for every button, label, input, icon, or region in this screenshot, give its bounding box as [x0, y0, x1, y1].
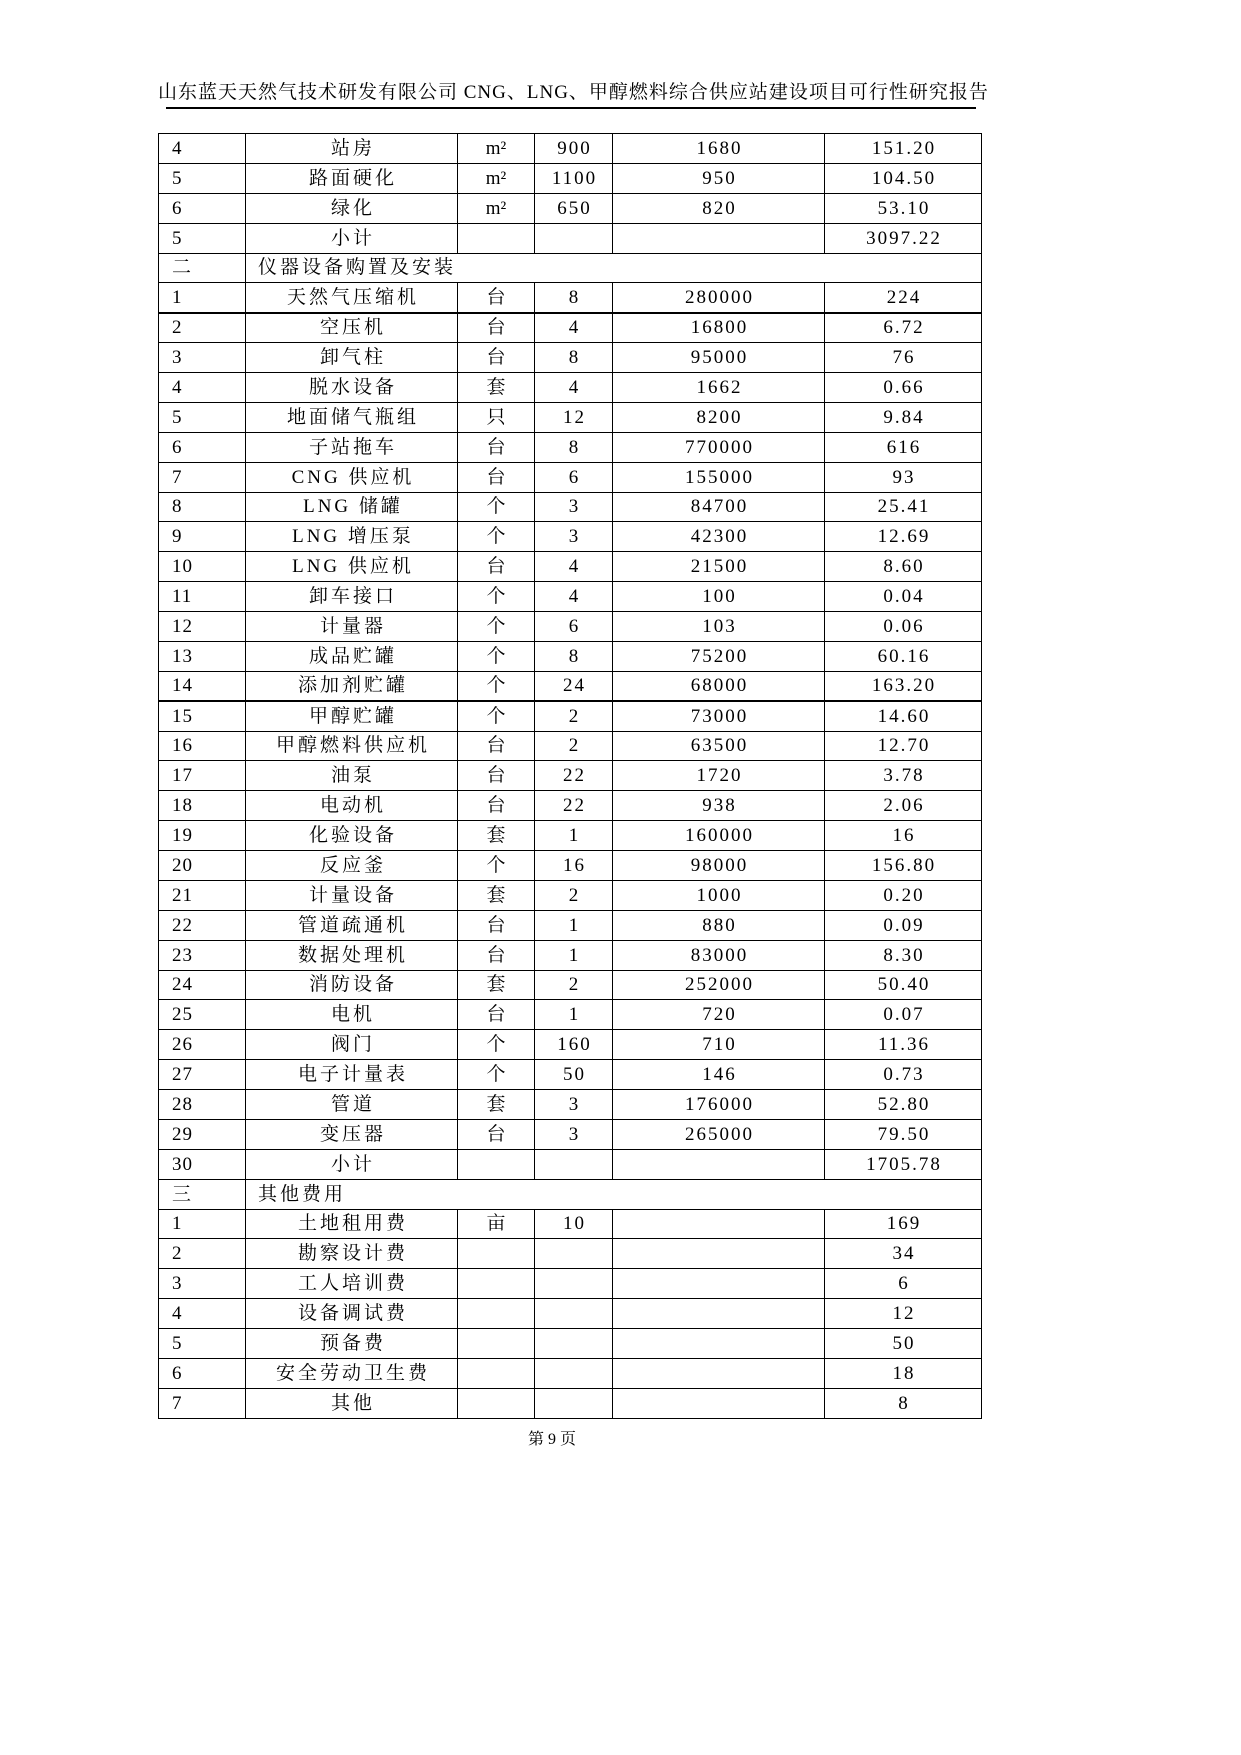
cell-item-name: 设备调试费	[246, 1299, 458, 1329]
cell-unit: 套	[458, 821, 535, 851]
cell-quantity: 2	[535, 701, 613, 731]
cell-unit-price: 75200	[613, 641, 825, 671]
cell-item-no: 17	[159, 761, 246, 791]
table-row	[159, 522, 982, 552]
cell-item-name: 反应釜	[246, 851, 458, 881]
cell-item-no: 19	[159, 821, 246, 851]
header-rule	[166, 107, 976, 109]
cell-unit-price: 938	[613, 791, 825, 821]
cell-item-name: LNG 增压泵	[246, 522, 458, 552]
cell-amount: 156.80	[825, 851, 982, 881]
cell-quantity: 4	[535, 373, 613, 403]
cell-item-no: 12	[159, 612, 246, 642]
cell-item-name: 土地租用费	[246, 1209, 458, 1239]
cell-item-no: 23	[159, 940, 246, 970]
cell-unit-price: 98000	[613, 851, 825, 881]
cell-item-name: 数据处理机	[246, 940, 458, 970]
cell-unit: 台	[458, 343, 535, 373]
cell-unit: 台	[458, 313, 535, 343]
cell-unit: 个	[458, 522, 535, 552]
cell-item-no: 21	[159, 880, 246, 910]
cell-item-no: 18	[159, 791, 246, 821]
cell-item-no: 6	[159, 432, 246, 462]
cell-amount: 53.10	[825, 193, 982, 223]
cell-unit: 个	[458, 671, 535, 701]
cell-item-name: 化验设备	[246, 821, 458, 851]
cell-unit-price	[613, 1388, 825, 1418]
cell-unit	[458, 1388, 535, 1418]
cell-unit	[458, 1149, 535, 1179]
cell-quantity: 3	[535, 1090, 613, 1120]
cell-amount: 0.04	[825, 582, 982, 612]
cell-item-no: 6	[159, 1358, 246, 1388]
cell-unit: 个	[458, 492, 535, 522]
cell-item-no: 4	[159, 373, 246, 403]
cell-unit: 个	[458, 1060, 535, 1090]
section-number: 三	[159, 1179, 246, 1209]
cell-unit-price: 155000	[613, 462, 825, 492]
cell-amount: 6.72	[825, 313, 982, 343]
table-row	[159, 343, 982, 373]
cell-item-no: 27	[159, 1060, 246, 1090]
cell-item-name: 甲醇贮罐	[246, 701, 458, 731]
cell-unit-price: 176000	[613, 1090, 825, 1120]
cell-quantity: 4	[535, 313, 613, 343]
document-header-title: 山东蓝天天然气技术研发有限公司 CNG、LNG、甲醇燃料综合供应站建设项目可行性研究报告	[158, 82, 989, 103]
cell-unit: 个	[458, 1030, 535, 1060]
cell-item-no: 10	[159, 552, 246, 582]
table-row	[159, 1060, 982, 1090]
table-row	[159, 402, 982, 432]
cell-unit-price	[613, 223, 825, 253]
cell-item-no: 1	[159, 283, 246, 313]
section-row	[159, 253, 982, 283]
cell-unit-price: 16800	[613, 313, 825, 343]
cell-unit: 台	[458, 910, 535, 940]
cell-amount: 0.20	[825, 880, 982, 910]
cell-quantity	[535, 1299, 613, 1329]
cell-unit-price: 1662	[613, 373, 825, 403]
cell-unit-price: 95000	[613, 343, 825, 373]
table-row	[159, 1239, 982, 1269]
cell-item-no: 5	[159, 163, 246, 193]
cell-unit-price: 265000	[613, 1119, 825, 1149]
cell-amount: 16	[825, 821, 982, 851]
table-row	[159, 701, 982, 731]
cell-quantity	[535, 1329, 613, 1359]
cell-item-no: 9	[159, 522, 246, 552]
cell-amount: 34	[825, 1239, 982, 1269]
cell-unit	[458, 1358, 535, 1388]
cell-unit-price: 63500	[613, 731, 825, 761]
cell-amount: 9.84	[825, 402, 982, 432]
cell-amount: 14.60	[825, 701, 982, 731]
cell-unit: 个	[458, 701, 535, 731]
cell-item-no: 5	[159, 223, 246, 253]
table-row	[159, 462, 982, 492]
cell-item-name: 安全劳动卫生费	[246, 1358, 458, 1388]
cell-amount: 8.60	[825, 552, 982, 582]
cell-quantity: 8	[535, 641, 613, 671]
table-row	[159, 641, 982, 671]
cell-unit	[458, 1269, 535, 1299]
cell-quantity: 1	[535, 821, 613, 851]
cell-item-name: 勘察设计费	[246, 1239, 458, 1269]
cell-amount: 0.73	[825, 1060, 982, 1090]
cell-amount: 60.16	[825, 641, 982, 671]
cell-amount: 11.36	[825, 1030, 982, 1060]
cell-item-no: 11	[159, 582, 246, 612]
cell-unit-price: 770000	[613, 432, 825, 462]
table-row	[159, 432, 982, 462]
cell-quantity: 2	[535, 731, 613, 761]
cell-unit-price: 880	[613, 910, 825, 940]
cell-item-name: 路面硬化	[246, 163, 458, 193]
table-row	[159, 193, 982, 223]
cell-item-no: 25	[159, 1000, 246, 1030]
cell-quantity	[535, 1388, 613, 1418]
cell-item-name: 成品贮罐	[246, 641, 458, 671]
cell-quantity: 8	[535, 283, 613, 313]
cell-quantity: 22	[535, 791, 613, 821]
cell-item-no: 4	[159, 134, 246, 164]
cell-item-name: 甲醇燃料供应机	[246, 731, 458, 761]
cell-quantity: 16	[535, 851, 613, 881]
table-row	[159, 1358, 982, 1388]
table-row	[159, 970, 982, 1000]
cell-unit: 套	[458, 1090, 535, 1120]
cell-unit-price: 252000	[613, 970, 825, 1000]
cell-unit: 个	[458, 582, 535, 612]
cell-amount: 3097.22	[825, 223, 982, 253]
cell-unit	[458, 1329, 535, 1359]
table-row	[159, 313, 982, 343]
cell-unit-price: 720	[613, 1000, 825, 1030]
cell-item-name: 工人培训费	[246, 1269, 458, 1299]
cell-unit-price	[613, 1239, 825, 1269]
cell-unit	[458, 1299, 535, 1329]
cell-item-name: 地面储气瓶组	[246, 402, 458, 432]
cell-item-name: 预备费	[246, 1329, 458, 1359]
cell-item-no: 2	[159, 1239, 246, 1269]
cell-item-no: 5	[159, 1329, 246, 1359]
cell-amount: 76	[825, 343, 982, 373]
cell-item-no: 29	[159, 1119, 246, 1149]
cell-quantity: 900	[535, 134, 613, 164]
section-title: 仪器设备购置及安装	[246, 253, 982, 283]
cell-quantity: 22	[535, 761, 613, 791]
cell-item-no: 14	[159, 671, 246, 701]
cell-unit-price: 160000	[613, 821, 825, 851]
cell-unit-price: 21500	[613, 552, 825, 582]
cell-item-name: 站房	[246, 134, 458, 164]
cell-unit-price: 1000	[613, 880, 825, 910]
cell-unit-price	[613, 1329, 825, 1359]
cell-item-no: 5	[159, 402, 246, 432]
table-row	[159, 1030, 982, 1060]
cell-item-no: 3	[159, 1269, 246, 1299]
cell-amount: 0.07	[825, 1000, 982, 1030]
cell-item-name: CNG 供应机	[246, 462, 458, 492]
cell-quantity: 1100	[535, 163, 613, 193]
cell-unit: 亩	[458, 1209, 535, 1239]
cell-item-name: LNG 储罐	[246, 492, 458, 522]
cell-unit-price: 68000	[613, 671, 825, 701]
cell-unit: 台	[458, 731, 535, 761]
cell-amount: 151.20	[825, 134, 982, 164]
cell-item-name: 其他	[246, 1388, 458, 1418]
cell-item-no: 13	[159, 641, 246, 671]
cell-unit: 套	[458, 373, 535, 403]
cell-quantity: 2	[535, 970, 613, 1000]
cell-quantity: 650	[535, 193, 613, 223]
cell-item-no: 7	[159, 462, 246, 492]
cell-item-name: 管道	[246, 1090, 458, 1120]
cell-amount: 104.50	[825, 163, 982, 193]
cell-item-name: 小计	[246, 223, 458, 253]
cell-quantity: 1	[535, 910, 613, 940]
cell-amount: 2.06	[825, 791, 982, 821]
cell-quantity	[535, 1149, 613, 1179]
cell-item-no: 15	[159, 701, 246, 731]
table-row	[159, 791, 982, 821]
cell-amount: 224	[825, 283, 982, 313]
cell-unit-price: 73000	[613, 701, 825, 731]
cell-item-name: 消防设备	[246, 970, 458, 1000]
cell-item-no: 30	[159, 1149, 246, 1179]
cell-amount: 163.20	[825, 671, 982, 701]
table-row	[159, 492, 982, 522]
cell-item-name: LNG 供应机	[246, 552, 458, 582]
table-row	[159, 880, 982, 910]
cell-item-name: 管道疏通机	[246, 910, 458, 940]
table-row	[159, 671, 982, 701]
cell-quantity: 3	[535, 492, 613, 522]
cell-quantity	[535, 1358, 613, 1388]
cell-unit: 台	[458, 432, 535, 462]
cell-item-name: 卸车接口	[246, 582, 458, 612]
cell-quantity: 4	[535, 552, 613, 582]
cell-unit: m²	[458, 163, 535, 193]
cell-item-no: 26	[159, 1030, 246, 1060]
section-row	[159, 1179, 982, 1209]
cell-amount: 25.41	[825, 492, 982, 522]
cell-unit-price: 103	[613, 612, 825, 642]
cell-unit: 台	[458, 1000, 535, 1030]
cell-amount: 12	[825, 1299, 982, 1329]
cell-item-name: 天然气压缩机	[246, 283, 458, 313]
table-row	[159, 910, 982, 940]
cell-item-name: 添加剂贮罐	[246, 671, 458, 701]
cell-amount: 18	[825, 1358, 982, 1388]
cell-unit-price: 280000	[613, 283, 825, 313]
cell-amount: 12.69	[825, 522, 982, 552]
cell-unit-price: 8200	[613, 402, 825, 432]
cell-item-name: 绿化	[246, 193, 458, 223]
cell-item-no: 22	[159, 910, 246, 940]
cell-unit: m²	[458, 193, 535, 223]
cell-unit: 台	[458, 791, 535, 821]
cell-item-no: 8	[159, 492, 246, 522]
table-body	[159, 134, 982, 1419]
cell-quantity: 3	[535, 522, 613, 552]
cell-item-name: 小计	[246, 1149, 458, 1179]
cell-unit	[458, 1239, 535, 1269]
cell-unit-price: 1680	[613, 134, 825, 164]
cell-unit-price: 100	[613, 582, 825, 612]
cell-amount: 0.06	[825, 612, 982, 642]
cell-item-name: 空压机	[246, 313, 458, 343]
table-row	[159, 940, 982, 970]
investment-cost-table	[158, 133, 982, 1419]
table-row	[159, 1299, 982, 1329]
cell-amount: 50	[825, 1329, 982, 1359]
cell-quantity: 24	[535, 671, 613, 701]
cell-item-name: 变压器	[246, 1119, 458, 1149]
cell-item-name: 阀门	[246, 1030, 458, 1060]
cell-item-name: 电子计量表	[246, 1060, 458, 1090]
table-row	[159, 163, 982, 193]
page-number: 第 9 页	[527, 1431, 576, 1448]
cell-amount: 6	[825, 1269, 982, 1299]
cell-unit: 个	[458, 851, 535, 881]
table-row	[159, 1269, 982, 1299]
table-row	[159, 1388, 982, 1418]
cell-item-name: 计量设备	[246, 880, 458, 910]
cell-unit: 台	[458, 761, 535, 791]
cell-item-name: 电动机	[246, 791, 458, 821]
table-row	[159, 223, 982, 253]
cell-quantity: 160	[535, 1030, 613, 1060]
cell-unit: 套	[458, 970, 535, 1000]
cell-unit-price: 1720	[613, 761, 825, 791]
cell-amount: 52.80	[825, 1090, 982, 1120]
cell-unit	[458, 223, 535, 253]
table-row	[159, 134, 982, 164]
table-row	[159, 1329, 982, 1359]
cell-unit: 台	[458, 940, 535, 970]
table-row	[159, 1090, 982, 1120]
table-row	[159, 761, 982, 791]
cell-item-no: 4	[159, 1299, 246, 1329]
table-row	[159, 851, 982, 881]
table-row	[159, 1209, 982, 1239]
cell-item-name: 卸气柱	[246, 343, 458, 373]
cell-unit: m²	[458, 134, 535, 164]
cell-item-no: 3	[159, 343, 246, 373]
cell-unit-price	[613, 1269, 825, 1299]
cell-unit: 个	[458, 612, 535, 642]
cell-item-name: 子站拖车	[246, 432, 458, 462]
cell-unit-price: 84700	[613, 492, 825, 522]
cell-unit-price	[613, 1358, 825, 1388]
cell-unit-price: 42300	[613, 522, 825, 552]
cell-unit: 个	[458, 641, 535, 671]
cell-quantity: 2	[535, 880, 613, 910]
cell-amount: 93	[825, 462, 982, 492]
cell-quantity: 1	[535, 940, 613, 970]
table-row	[159, 1119, 982, 1149]
cell-quantity: 1	[535, 1000, 613, 1030]
table-row	[159, 373, 982, 403]
cell-unit-price: 83000	[613, 940, 825, 970]
cell-amount: 12.70	[825, 731, 982, 761]
table-row	[159, 1149, 982, 1179]
cell-item-no: 16	[159, 731, 246, 761]
cell-quantity: 6	[535, 462, 613, 492]
cell-amount: 3.78	[825, 761, 982, 791]
cell-unit-price: 820	[613, 193, 825, 223]
cell-amount: 0.09	[825, 910, 982, 940]
cell-amount: 50.40	[825, 970, 982, 1000]
cell-amount: 616	[825, 432, 982, 462]
table-row	[159, 612, 982, 642]
cell-amount: 169	[825, 1209, 982, 1239]
cell-quantity: 4	[535, 582, 613, 612]
cell-amount: 0.66	[825, 373, 982, 403]
cell-quantity: 8	[535, 343, 613, 373]
cell-unit-price: 710	[613, 1030, 825, 1060]
section-title: 其他费用	[246, 1179, 982, 1209]
cell-item-no: 1	[159, 1209, 246, 1239]
cell-item-name: 计量器	[246, 612, 458, 642]
cell-unit-price	[613, 1149, 825, 1179]
table-row	[159, 1000, 982, 1030]
section-number: 二	[159, 253, 246, 283]
cell-item-no: 7	[159, 1388, 246, 1418]
cell-quantity: 3	[535, 1119, 613, 1149]
cell-unit-price: 146	[613, 1060, 825, 1090]
table-row	[159, 552, 982, 582]
cell-quantity: 12	[535, 402, 613, 432]
cell-item-no: 24	[159, 970, 246, 1000]
cell-unit-price: 950	[613, 163, 825, 193]
cell-unit: 台	[458, 552, 535, 582]
cell-amount: 8	[825, 1388, 982, 1418]
cell-item-no: 20	[159, 851, 246, 881]
cell-unit-price	[613, 1299, 825, 1329]
cell-quantity	[535, 1239, 613, 1269]
cell-unit: 套	[458, 880, 535, 910]
cell-unit: 台	[458, 1119, 535, 1149]
cell-quantity: 8	[535, 432, 613, 462]
cell-item-name: 电机	[246, 1000, 458, 1030]
cell-unit: 台	[458, 462, 535, 492]
cell-amount: 79.50	[825, 1119, 982, 1149]
table-row	[159, 283, 982, 313]
cell-amount: 8.30	[825, 940, 982, 970]
table-row	[159, 582, 982, 612]
cell-quantity: 6	[535, 612, 613, 642]
cell-item-no: 28	[159, 1090, 246, 1120]
cell-quantity: 50	[535, 1060, 613, 1090]
cell-item-no: 2	[159, 313, 246, 343]
table-row	[159, 731, 982, 761]
cell-unit: 台	[458, 283, 535, 313]
cell-amount: 1705.78	[825, 1149, 982, 1179]
cell-item-name: 油泵	[246, 761, 458, 791]
cell-item-name: 脱水设备	[246, 373, 458, 403]
cell-item-no: 6	[159, 193, 246, 223]
cell-quantity	[535, 1269, 613, 1299]
cell-unit: 只	[458, 402, 535, 432]
table-row	[159, 821, 982, 851]
cell-quantity	[535, 223, 613, 253]
cell-unit-price	[613, 1209, 825, 1239]
cell-quantity: 10	[535, 1209, 613, 1239]
